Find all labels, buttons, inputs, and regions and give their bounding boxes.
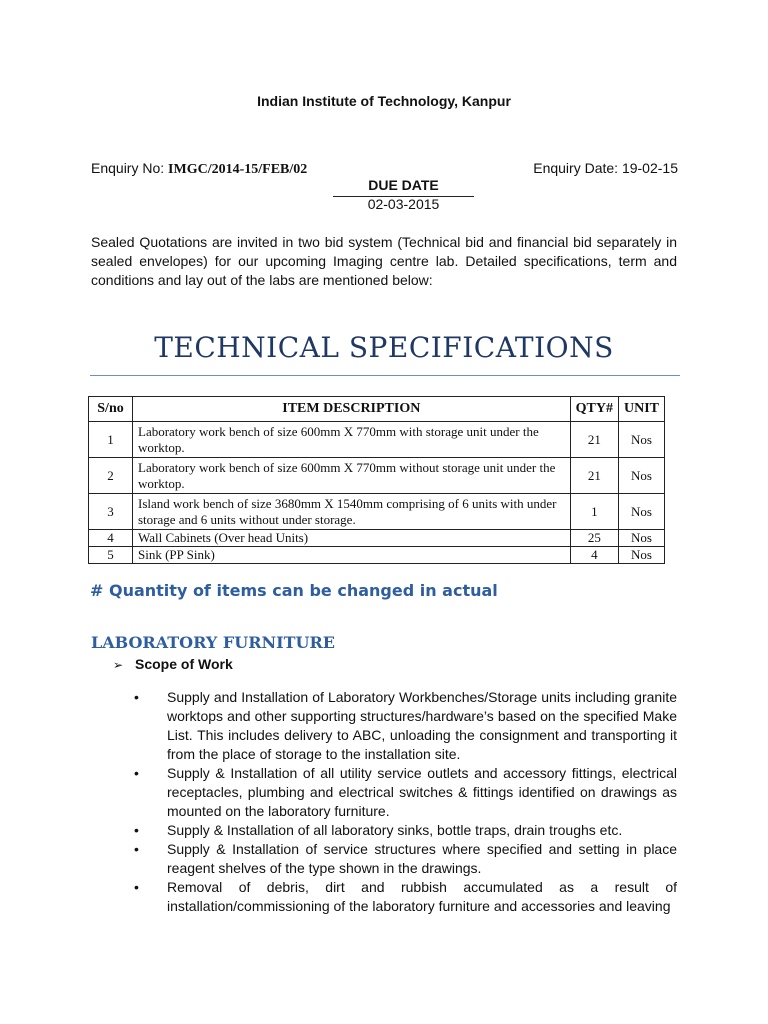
due-date-label: DUE DATE — [368, 177, 439, 193]
table-row — [89, 530, 665, 547]
list-item-text: Supply & Installation of service structures where specified and setting in place reagent shelves of the type shown in the drawings. — [167, 841, 677, 876]
quantity-note: # Quantity of items can be changed in actual — [90, 581, 498, 600]
cell-sno: 5 — [89, 547, 133, 564]
enquiry-number — [91, 160, 307, 178]
cell-description: Sink (PP Sink) — [133, 547, 571, 564]
table-header-row — [89, 397, 665, 422]
bullet-icon: • — [134, 822, 139, 838]
header-item-description: ITEM DESCRIPTION — [133, 397, 571, 422]
list-item — [134, 821, 677, 840]
cell-qty: 4 — [570, 547, 618, 564]
scope-of-work-label: Scope of Work — [135, 656, 233, 672]
scope-of-work-heading — [113, 656, 233, 672]
list-item — [134, 878, 677, 916]
list-item — [134, 840, 677, 878]
enquiry-date: Enquiry Date: 19-02-15 — [533, 160, 678, 176]
table-row — [89, 422, 665, 458]
scope-bullet-list — [134, 688, 677, 916]
list-item-text: Supply & Installation of all utility service outlets and accessory fittings, electrical receptacles, plumbing and electrical switches & fittings identified on drawings as mounted on the laboratory furniture. — [167, 765, 677, 819]
table-row — [89, 458, 665, 494]
cell-sno: 1 — [89, 422, 133, 458]
technical-specifications-heading: TECHNICAL SPECIFICATIONS — [154, 331, 614, 364]
header-unit: UNIT — [618, 397, 664, 422]
bullet-icon: • — [134, 689, 139, 705]
cell-unit: Nos — [618, 530, 664, 547]
list-item-text: Supply & Installation of all laboratory sinks, bottle traps, drain troughs etc. — [167, 822, 623, 838]
cell-unit: Nos — [618, 494, 664, 530]
heading-rule — [90, 375, 680, 376]
cell-unit: Nos — [618, 422, 664, 458]
cell-description: Laboratory work bench of size 600mm X 770mm without storage unit under the worktop. — [133, 458, 571, 494]
cell-qty: 1 — [570, 494, 618, 530]
cell-qty: 25 — [570, 530, 618, 547]
enquiry-number-value: IMGC/2014-15/FEB/02 — [168, 162, 308, 177]
cell-sno: 3 — [89, 494, 133, 530]
table-row — [89, 494, 665, 530]
bullet-icon: • — [134, 841, 139, 857]
institute-name: Indian Institute of Technology, Kanpur — [257, 93, 511, 109]
cell-qty: 21 — [570, 458, 618, 494]
enquiry-number-label: Enquiry No: — [91, 160, 169, 176]
cell-qty: 21 — [570, 422, 618, 458]
bullet-icon: • — [134, 765, 139, 781]
cell-unit: Nos — [618, 458, 664, 494]
bullet-icon: • — [134, 879, 139, 895]
list-item — [134, 688, 677, 764]
cell-description: Wall Cabinets (Over head Units) — [133, 530, 571, 547]
laboratory-furniture-heading: LABORATORY FURNITURE — [91, 633, 335, 652]
cell-description: Island work bench of size 3680mm X 1540mm comprising of 6 units with under storage and 6 units without under storage. — [133, 494, 571, 530]
cell-unit: Nos — [618, 547, 664, 564]
header-qty: QTY# — [570, 397, 618, 422]
specifications-table — [88, 396, 665, 564]
intro-paragraph: Sealed Quotations are invited in two bid system (Technical bid and financial bid separately in sealed envelopes) for our upcoming Imaging centre lab. Detailed specifications, term and conditions and lay out of the labs are mentioned below: — [91, 234, 677, 288]
list-item-text: Removal of debris, dirt and rubbish accumulated as a result of installation/commissioning of the laboratory furniture and accessories and leaving — [167, 879, 677, 914]
cell-sno: 2 — [89, 458, 133, 494]
cell-description: Laboratory work bench of size 600mm X 770mm with storage unit under the worktop. — [133, 422, 571, 458]
arrow-bullet-icon: ➢ — [113, 658, 124, 672]
list-item-text: Supply and Installation of Laboratory Workbenches/Storage units including granite worktops and other supporting structures/hardware’s based on the specified Make List. This includes delivery to ABC, unloading the consignment and transporting it from the place of storage to the installation site. — [167, 689, 677, 762]
table-row — [89, 547, 665, 564]
list-item — [134, 764, 677, 821]
cell-sno: 4 — [89, 530, 133, 547]
header-sno: S/no — [89, 397, 133, 422]
due-date-value: 02-03-2015 — [367, 196, 440, 212]
